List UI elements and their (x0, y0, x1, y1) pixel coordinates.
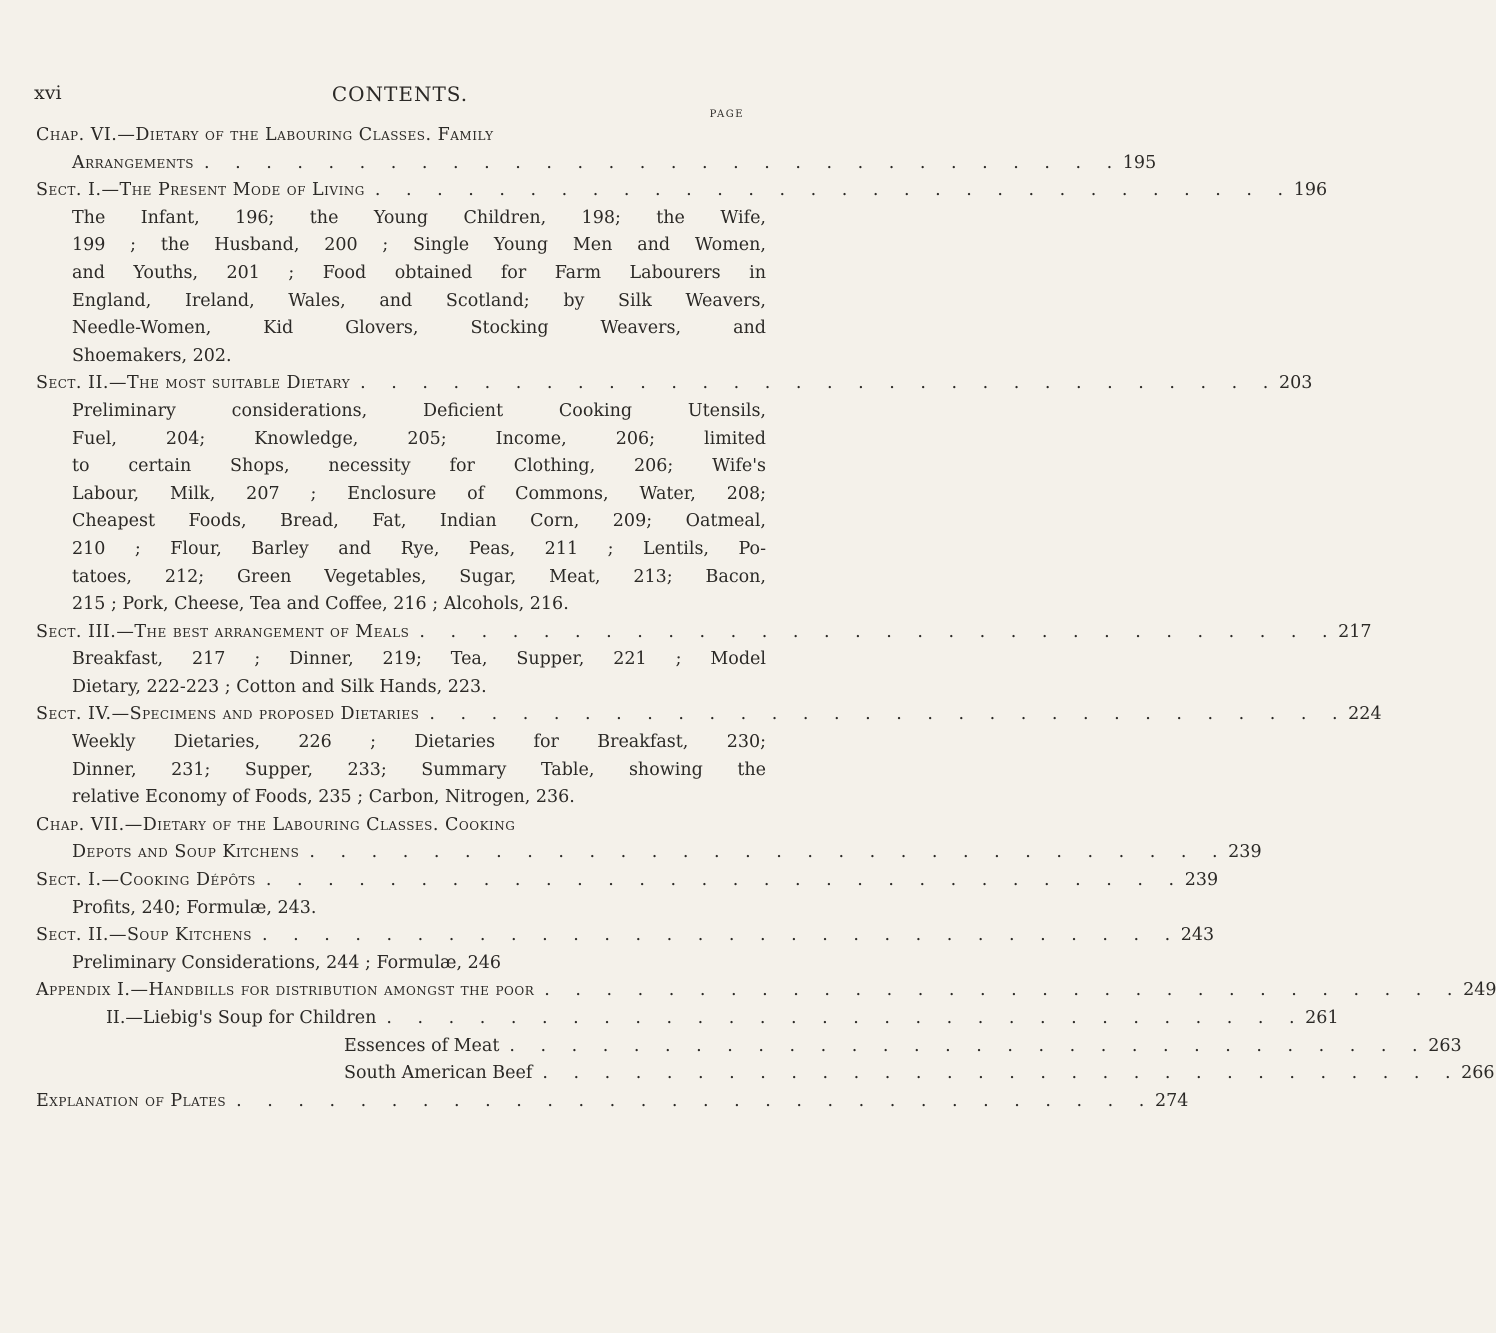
toc-entry-label: Chap. VI.—Dietary of the Labouring Classes. Family (36, 125, 494, 145)
toc-entry (36, 177, 1328, 205)
toc-subtopics-line: relative Economy of Foods, 235 ; Carbon, Nitrogen, 236. (72, 787, 575, 808)
toc-page-number: 203 (1278, 373, 1313, 394)
toc-entry (36, 370, 1313, 398)
toc-entry-label: Appendix I.—Handbills for distribution amongst the poor (36, 980, 535, 1001)
dot-leader: . . . . . . . . . . . . . . . . . . . . . . . . . . . . . . (386, 1008, 1305, 1028)
toc-entry-label: Essences of Meat (344, 1035, 500, 1056)
dot-leader: . . . . . . . . . . . . . . . . . . . . . . . . . . . . . . (360, 373, 1279, 394)
toc-page-number: 274 (1154, 1090, 1189, 1111)
toc-subtopics-line: 215 ; Pork, Cheese, Tea and Coffee, 216 ; Alcohols, 216. (72, 594, 569, 615)
dot-leader: . . . . . . . . . . . . . . . . . . . . . . . . . . . . . . (429, 704, 1348, 725)
toc-subtopics-line: to certain Shops, necessity for Clothing, 206; Wife's (72, 456, 766, 477)
toc-subtopics-line: Cheapest Foods, Bread, Fat, Indian Corn, 209; Oatmeal, (72, 511, 766, 532)
toc-page-number: 239 (1184, 870, 1219, 891)
dot-leader: . . . . . . . . . . . . . . . . . . . . . . . . . . . . . . (542, 1063, 1461, 1084)
toc-entry (36, 922, 1215, 950)
toc-entry (36, 122, 766, 150)
dot-leader: . . . . . . . . . . . . . . . . . . . . . . . . . . . . . . (419, 621, 1338, 642)
toc-entry (36, 812, 766, 840)
toc-subtopics-line: Dinner, 231; Supper, 233; Summary Table, showing the (72, 759, 766, 780)
toc-entry-label: II.—Liebig's Soup for Children (106, 1008, 377, 1028)
toc-page-number: 261 (1305, 1008, 1339, 1028)
toc-entry-label: Sect. II.—Soup Kitchens (36, 925, 252, 946)
page-number: xvi (34, 82, 62, 104)
toc-entry-label: Sect. III.—The best arrangement of Meals (36, 621, 410, 642)
toc-subtopics-line: and Youths, 201 ; Food obtained for Farm Labourers in (72, 262, 766, 283)
dot-leader: . . . . . . . . . . . . . . . . . . . . . . . . . . . . . . (265, 870, 1185, 891)
toc-entry-label: Sect. I.—The Present Mode of Living (36, 180, 365, 201)
dot-leader: . . . . . . . . . . . . . . . . . . . . . . . . . . . . . . (309, 842, 1228, 863)
toc-page-number: 196 (1293, 180, 1328, 201)
toc-entry-label: Explanation of Plates (36, 1090, 227, 1111)
toc-subtopics-line: Fuel, 204; Knowledge, 205; Income, 206; limited (72, 428, 766, 449)
toc-page-number: 243 (1180, 925, 1215, 946)
table-of-contents (36, 122, 1496, 1115)
toc-entry-label: Depots and Soup Kitchens (72, 842, 300, 863)
toc-subtopics-line: Shoemakers, 202. (72, 345, 232, 366)
dot-leader: . . . . . . . . . . . . . . . . . . . . . . . . . . . . . . (204, 152, 1123, 173)
running-head (0, 82, 800, 112)
dot-leader: . . . . . . . . . . . . . . . . . . . . . . . . . . . . . . (544, 980, 1463, 1001)
toc-subtopics-line: Profits, 240; Formulæ, 243. (72, 897, 317, 918)
toc-entry (36, 839, 1262, 867)
toc-entry-label: Chap. VII.—Dietary of the Labouring Classes. Cooking (36, 814, 516, 835)
toc-page-number: 217 (1338, 621, 1372, 642)
toc-entry (36, 977, 1496, 1005)
toc-subtopics-line: Weekly Dietaries, 226 ; Dietaries for Breakfast, 230; (72, 732, 766, 753)
toc-entry (36, 150, 1157, 178)
toc-entry-label: South American Beef (344, 1063, 533, 1084)
toc-page-number: 266 (1461, 1063, 1495, 1084)
toc-subtopics-line: 199 ; the Husband, 200 ; Single Young Men and Women, (72, 235, 766, 256)
toc-entry-label: Sect. II.—The most suitable Dietary (36, 373, 351, 394)
dot-leader: . . . . . . . . . . . . . . . . . . . . . . . . . . . . . . (509, 1035, 1428, 1056)
toc-entry-label: Sect. IV.—Specimens and proposed Dietaries (36, 704, 420, 725)
toc-subtopics-line: Preliminary Considerations, 244 ; Formulæ, 246 (72, 952, 502, 973)
toc-page-number: 249 (1463, 980, 1496, 1001)
toc-entry (36, 619, 1372, 647)
toc-entry (36, 1005, 1339, 1033)
toc-entry-label: Arrangements (72, 152, 194, 173)
toc-entry (36, 701, 1382, 729)
toc-subtopics-line: Breakfast, 217 ; Dinner, 219; Tea, Supper, 221 ; Model (72, 649, 766, 670)
toc-page-number: 195 (1122, 152, 1157, 173)
toc-page-number: 239 (1228, 842, 1262, 863)
toc-subtopics-line: 210 ; Flour, Barley and Rye, Peas, 211 ; Lentils, Po- (72, 538, 766, 559)
toc-entry (36, 867, 1219, 895)
toc-entry-label: Sect. I.—Cooking Dépôts (36, 870, 256, 891)
toc-subtopics-line: tatoes, 212; Green Vegetables, Sugar, Meat, 213; Bacon, (72, 566, 766, 587)
toc-subtopics-line: Needle-Women, Kid Glovers, Stocking Weavers, and (72, 318, 766, 339)
page-title: CONTENTS. (331, 82, 469, 106)
toc-entry (36, 1033, 1462, 1061)
toc-subtopics-line: Preliminary considerations, Deficient Cooking Utensils, (72, 400, 766, 421)
toc-entry (36, 1088, 1189, 1116)
page-column-label: PAGE (709, 109, 744, 120)
toc-page-number: 224 (1348, 704, 1382, 725)
toc-subtopics-line: Labour, Milk, 207 ; Enclosure of Commons, Water, 208; (72, 483, 766, 504)
dot-leader: . . . . . . . . . . . . . . . . . . . . . . . . . . . . . . (236, 1090, 1155, 1111)
toc-entry (36, 1060, 1495, 1088)
toc-subtopics-line: Dietary, 222-223 ; Cotton and Silk Hands, 223. (72, 676, 487, 697)
dot-leader: . . . . . . . . . . . . . . . . . . . . . . . . . . . . . . (374, 180, 1294, 201)
toc-page-number: 263 (1428, 1035, 1462, 1056)
dot-leader: . . . . . . . . . . . . . . . . . . . . . . . . . . . . . . (261, 925, 1181, 946)
toc-subtopics-line: England, Ireland, Wales, and Scotland; by Silk Weavers, (72, 290, 766, 311)
toc-subtopics-line: The Infant, 196; the Young Children, 198; the Wife, (72, 207, 766, 228)
